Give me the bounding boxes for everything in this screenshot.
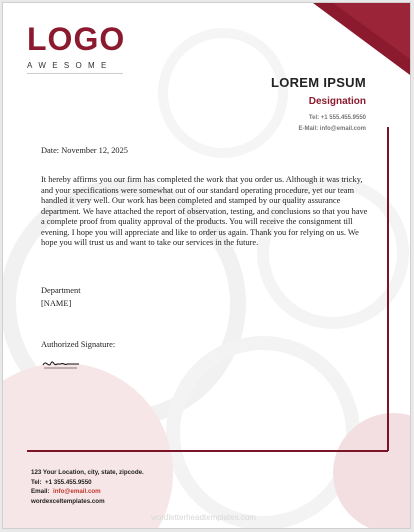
footer-contact [31,468,144,506]
header-email: E-Mail: info@email.com [298,126,366,132]
signature-image [41,357,81,371]
footer-email [31,487,144,497]
footer-address: 123 Your Location, city, state, zipcode. [31,469,144,476]
letter-date: Date: November 12, 2025 [41,146,128,155]
deco-ring-4 [163,33,283,153]
footer-tel [31,478,144,488]
footer-email-label: Email: [31,488,50,495]
letter-body: It hereby affirms you our firm has completed the work that you order us. Although it was tricky, and your specifications were somewhat out of our standard operating procedure, yet our team handled it very well. Our work has been completed and stamped by our quality assurance department. We have attached the report of observation, testing, and conclusions so that you have a complete proof from quality approval of the products. You will receive the consignment till evening. I hope you will appreciate and like to order us again. Thank you for relying on us. We hope you will trust us and want to take our services in the future. [41,175,368,247]
watermark-text: wordletterheadtemplates.com [151,513,256,522]
sender-block [271,75,366,132]
deco-blob-2 [333,413,410,528]
footer-tel-label: Tel: [31,478,42,486]
logo [27,23,125,74]
footer-website[interactable]: wordexceltemplates.com [31,497,105,505]
department-label: Department [41,286,81,295]
footer-tel-value: +1 355.455.9550 [45,478,92,486]
deco-ring-3 [173,343,353,523]
header-tel: Tel: +1 555.455.9550 [308,115,366,121]
company-name: LOREM IPSUM [270,75,366,90]
letterhead-page [2,2,411,529]
designation: Designation [308,96,366,107]
name-placeholder: [NAME] [41,299,72,308]
right-border-line [387,127,389,451]
logo-underline [27,73,123,74]
bottom-border-line [27,450,388,452]
authorized-signature-label: Authorized Signature: [41,340,116,349]
footer-email-value[interactable]: info@email.com [53,488,101,495]
logo-main-text: LOGO [27,21,126,57]
logo-sub-text: AWESOME [27,61,113,70]
